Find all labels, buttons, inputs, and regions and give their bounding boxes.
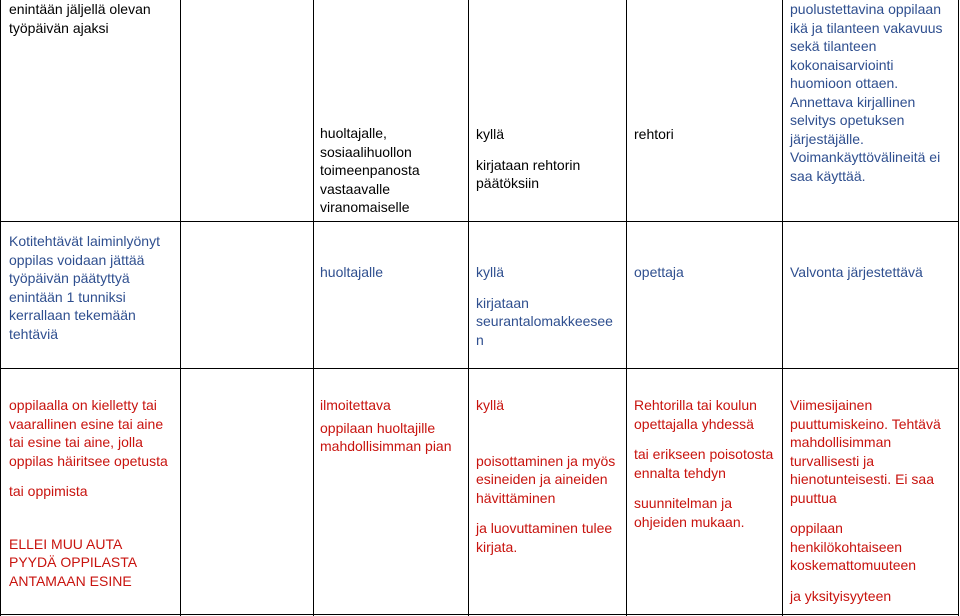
table-column-divider <box>180 0 181 616</box>
row3-notes-cell: Viimesijainen puuttumiskeino. Tehtävä mahdollisimman turvallisesti ja hienotunteisesti. Ei saa puuttua oppilaan henkilökohtaiseen koskemattomuuteen ja yksityisyyteen <box>790 397 941 604</box>
table-column-divider <box>626 0 627 616</box>
table-row-divider <box>0 368 959 369</box>
table-border-bottom <box>0 614 959 615</box>
table-border-right <box>958 0 959 616</box>
row2-notes-cell: Valvonta järjestettävä <box>790 264 923 280</box>
row2-situation-cell: Kotitehtävät laiminlyönyt oppilas voidaan jättää työpäivän päätyttyä enintään 1 tunniksi kerrallaan tekemään tehtäviä <box>9 233 160 342</box>
row1-notes-cell: puolustettavina oppilaan ikä ja tilanteen vakavuus sekä tilanteen kokonaisarviointi huomioon ottaen. Annettava kirjallinen selvitys opetuksen järjestäjälle. Voimankäyttövälineitä ei saa käyttää. <box>790 1 943 184</box>
row1-decider-cell: rehtori <box>634 126 674 142</box>
row3-record-cell: kyllä poisottaminen ja myös esineiden ja aineiden hävittäminen ja luovuttaminen tulee kirjata. <box>476 397 616 555</box>
row3-situation-cell: oppilaalla on kielletty tai vaarallinen esine tai aine tai esine tai aine, jolla oppilas häiritsee opetusta tai oppimista ELLEI MUU AUTA PYYDÄ OPPILASTA ANTAMAAN ESINE <box>9 397 168 589</box>
table-row-divider <box>0 221 959 222</box>
row2-decider-cell: opettaja <box>634 264 684 280</box>
row2-record-cell: kyllä kirjataan seurantalomakkeesee n <box>476 264 613 348</box>
table-column-divider <box>468 0 469 616</box>
row3-decider-cell: Rehtorilla tai koulun opettajalla yhdessä tai erikseen poisotosta ennalta tehdyn suunnitelman ja ohjeiden mukaan. <box>634 397 774 530</box>
row1-notify-cell: huoltajalle, sosiaalihuollon toimeenpanosta vastaavalle viranomaiselle <box>320 125 420 215</box>
table-border-left <box>0 0 1 616</box>
table-column-divider <box>313 0 314 616</box>
table-column-divider <box>782 0 783 616</box>
row1-record-cell: kyllä kirjataan rehtorin päätöksiin <box>476 126 581 191</box>
row2-notify-cell: huoltajalle <box>320 264 384 280</box>
row1-situation-cell: enintään jäljellä olevan työpäivän ajaksi <box>9 1 151 36</box>
row3-notify-cell: ilmoitettava oppilaan huoltajille mahdollisimman pian <box>320 397 452 454</box>
